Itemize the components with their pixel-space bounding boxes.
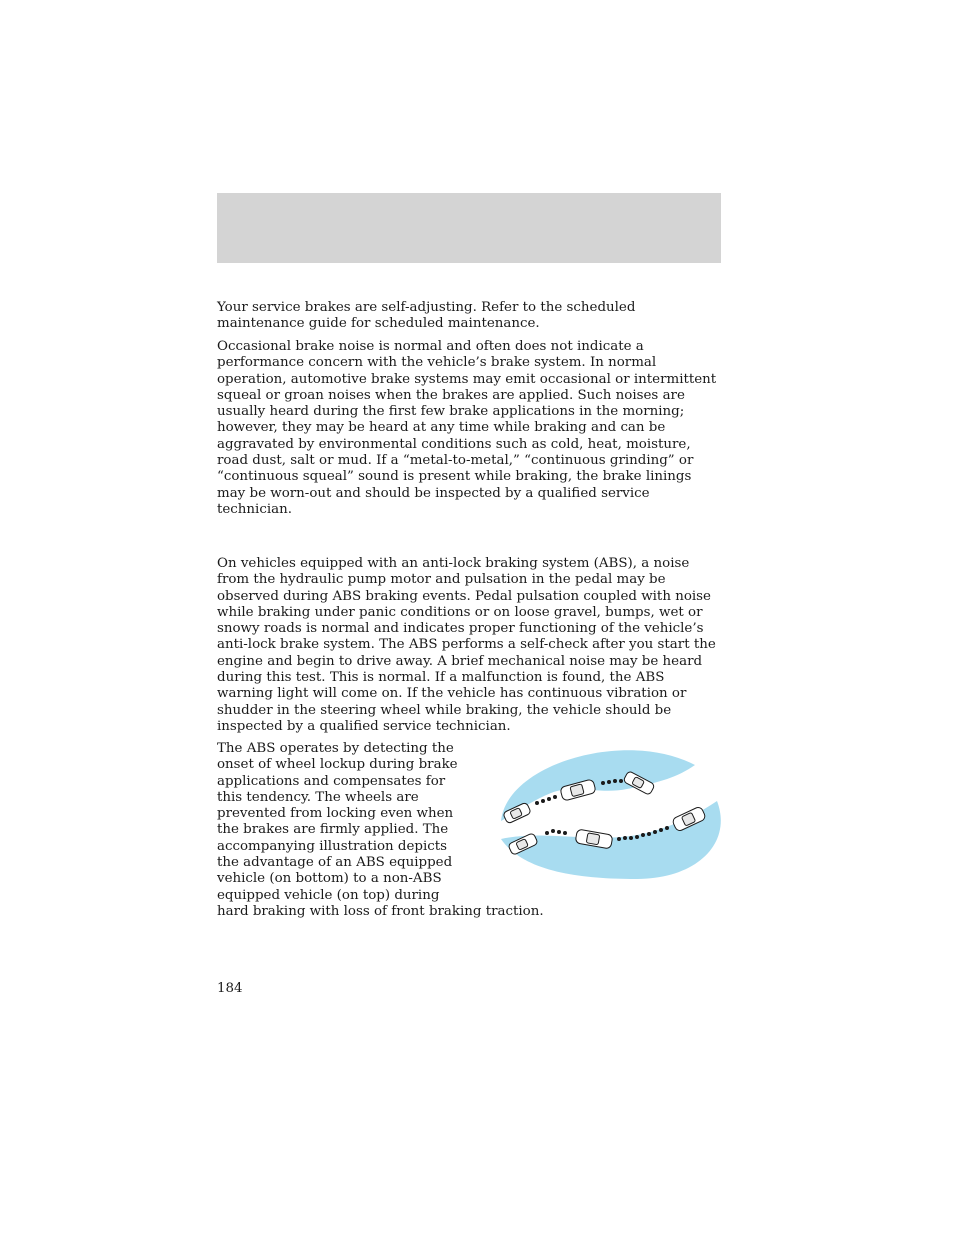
brake-noise-paragraph: Occasional brake noise is normal and often does not indicate a performance concern with the vehicle’s brake system. In normal operation, automotive brake systems may emit occasional or intermittent squeal or groan noises when the brakes are applied. Such noises are usually heard during the first few brake applications in the morning; however, they may be heard at any time while braking and can be aggravated by environmental conditions such as cold, heat, moisture, road dust, salt or mud. If a “metal-to-metal,” “continuous grinding” or “continuous squeal” sound is present while braking, the brake linings may be worn-out and should be inspected by a qualified service technician. [217,339,717,517]
abs-illustration [487,743,721,885]
section-header-bar [217,193,721,263]
abs-vs-non-abs-braking-icon [487,743,721,885]
self-adjusting-paragraph: Your service brakes are self-adjusting. Refer to the scheduled maintenance guide for scheduled maintenance. [217,300,636,332]
abs-operation-paragraph: The ABS operates by detecting the onset of wheel lockup during brake applications and compensates for this tendency. The wheels are prevented from locking even when the brakes are firmly applied. The accompanying illustration depicts the advantage of an ABS equipped vehicle (on bottom) to a non-ABS equipped vehicle (on top) during hard braking with loss of front braking traction. [217,741,544,919]
page-number: 184 [217,981,243,996]
abs-noise-paragraph: On vehicles equipped with an anti-lock braking system (ABS), a noise from the hydraulic pump motor and pulsation in the pedal may be observed during ABS braking events. Pedal pulsation coupled with noise while braking under panic conditions or on loose gravel, bumps, wet or snowy roads is normal and indicates proper functioning of the vehicle’s anti-lock brake system. The ABS performs a self-check after you start the engine and begin to drive away. A brief mechanical noise may be heard during this test. This is normal. If a malfunction is found, the ABS warning light will come on. If the vehicle has continuous vibration or shudder in the steering wheel while braking, the vehicle should be inspected by a qualified service technician. [217,556,716,734]
abs-operation-block [217,741,721,920]
